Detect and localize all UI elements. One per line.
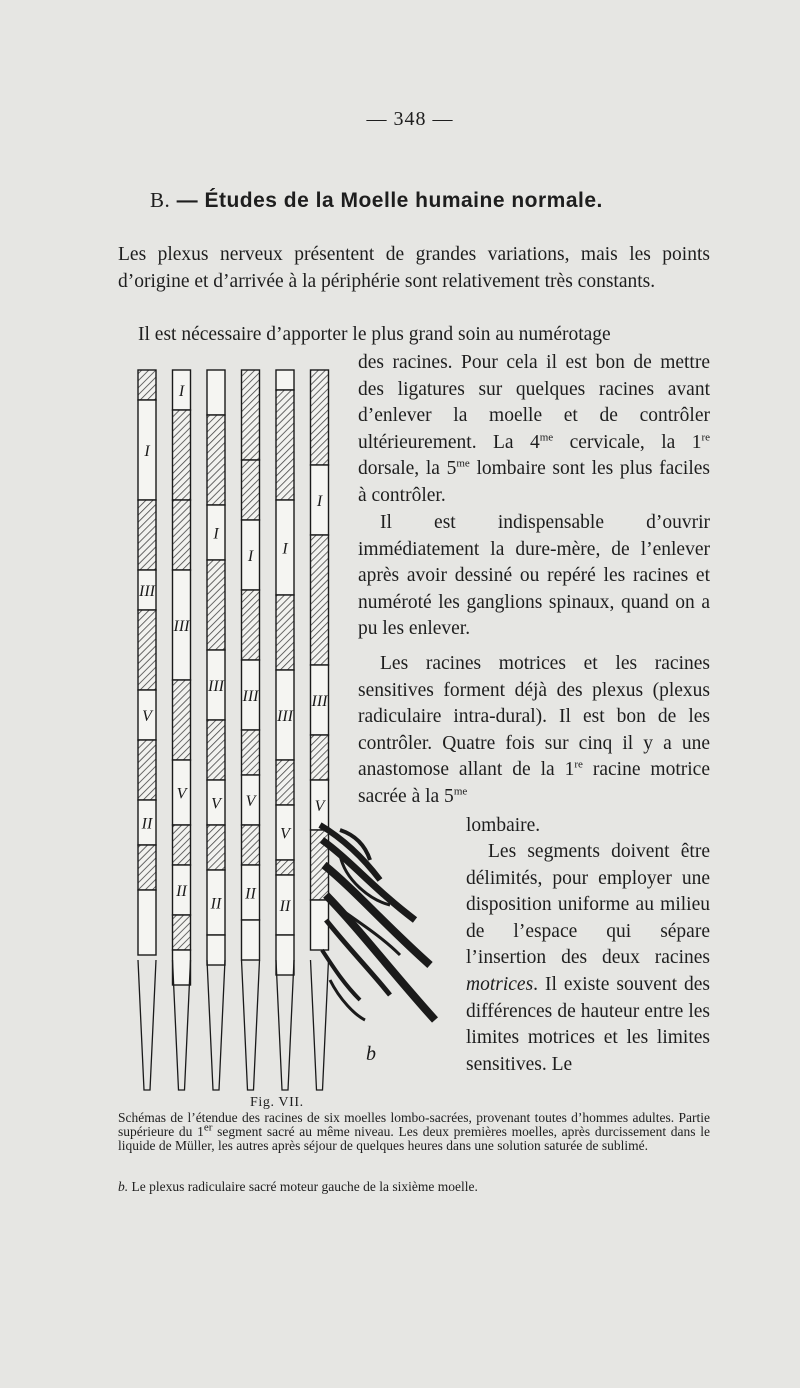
hatched-segment: [173, 825, 191, 865]
segment-roman-label: V: [314, 798, 325, 815]
paragraph-2-continued: des racines. Pour cela il est bon de mettre des ligatures sur quelques racines avant d’enlever la moelle et de contrôler ultérieurement. La $4^{me}$ cervicale, la 1re dorsale, la $5^{me}$ lombaire sont les plus faciles à contrôler.: [358, 352, 710, 506]
segment: [311, 900, 329, 950]
segment: [276, 935, 294, 975]
segment-roman-label: II: [279, 898, 291, 915]
figure-caption-note: b. Le plexus radiculaire sacré moteur gauche de la sixième moelle.: [118, 1179, 478, 1194]
paragraph-5: Les segments doivent être délimités, pour employer une disposition uniforme au milieu de l’espace qui sépare l’insertion des deux racines motrices. Il existe souvent des différences de hauteur entre les limites motrices et les limites sensitives. Le: [466, 841, 710, 1075]
paragraph-3: Il est indispensable d’ouvrir immédiatement la dure-mère, de l’enlever après avoir dessiné ou repéré les racines et numéroté les ganglions spinaux, quand on a pu les enlever.: [358, 512, 710, 640]
segment-roman-label: V: [176, 785, 187, 803]
cord-schema-column: [242, 370, 260, 1090]
hatched-segment: [276, 595, 294, 670]
segment-roman-label: III: [208, 678, 224, 695]
segment-roman-label: II: [176, 883, 187, 900]
hatched-segment: [138, 845, 156, 890]
section-dash: —: [176, 189, 199, 212]
segment-roman-label: V: [142, 708, 152, 725]
figure-label-b: b: [366, 1043, 376, 1065]
hatched-segment: [311, 370, 329, 465]
hatched-segment: [173, 500, 191, 570]
hatched-segment: [242, 460, 260, 520]
segment: [173, 950, 191, 985]
paragraph-4: Les racines motrices et les racines sensitives forment déjà des plexus (plexus radiculaire intra-dural). Il est bon de les contrôler. Quatre fois sur cinq il y a une anastomose allant de la 1re racine motrice sacrée à la $5^{me}$: [358, 653, 710, 807]
hatched-segment: [138, 740, 156, 800]
cord-schema-column: [276, 370, 294, 1090]
hatched-segment: [276, 860, 294, 875]
segment: [138, 890, 156, 955]
segment-roman-label: I: [316, 493, 323, 510]
hatched-segment: [207, 415, 225, 505]
segment-roman-label: III: [277, 708, 293, 725]
segment-roman-label: V: [211, 795, 221, 813]
hatched-segment: [207, 720, 225, 780]
figure-number: Fig. VII.: [250, 1095, 304, 1110]
segment-roman-label: V: [245, 793, 256, 810]
segment: [207, 935, 225, 965]
hatched-segment: [242, 590, 260, 660]
segment-roman-label: II: [210, 895, 222, 913]
segment-roman-label: III: [139, 583, 155, 600]
paragraph-4-end: lombaire.: [466, 815, 541, 836]
paragraph-1: Les plexus nerveux présentent de grandes variations, mais les points d’origine et d’arrivée à la périphérie sont relativement très constants.: [118, 244, 710, 292]
segment-roman-label: I: [144, 443, 150, 460]
hatched-segment: [276, 390, 294, 500]
hatched-segment: [242, 370, 260, 460]
sacral-motor-plexus: [320, 825, 435, 1020]
filum-terminale: [311, 960, 329, 1090]
segment-roman-label: III: [173, 618, 190, 635]
filum-terminale: [138, 960, 156, 1090]
hatched-segment: [242, 825, 260, 865]
segment-roman-label: II: [141, 815, 153, 833]
filum-terminale: [207, 960, 225, 1090]
hatched-segment: [173, 915, 191, 950]
hatched-segment: [311, 535, 329, 665]
cord-schema-column: [311, 370, 329, 1090]
segment-roman-label: I: [178, 383, 185, 400]
hatched-segment: [242, 730, 260, 775]
figure-caption: Schémas de l’étendue des racines de six moelles lombo-sacrées, provenant toutes d’hommes adultes. Partie supérieure du 1er segment sacré au même niveau. Les deux premières moelles, après durcissement dans le liquide de Müller, les autres après séjour de quelques heures dans une solution saturée de sublimé.: [118, 1110, 710, 1153]
segment-roman-label: III: [311, 693, 328, 710]
segment: [242, 920, 260, 960]
segment-roman-label: I: [282, 540, 288, 558]
segment: [207, 370, 225, 415]
paragraph-2-first-line: Il est nécessaire d’apporter le plus grand soin au numérotage: [138, 324, 611, 345]
cord-schema-column: [207, 370, 225, 1090]
section-heading: [150, 188, 710, 213]
hatched-segment: [276, 760, 294, 805]
hatched-segment: [173, 410, 191, 500]
page-number: — 348 —: [366, 108, 454, 130]
segment-roman-label: V: [280, 825, 290, 843]
segment-roman-label: I: [213, 525, 219, 543]
hatched-segment: [207, 560, 225, 650]
segment-roman-label: III: [242, 688, 259, 705]
hatched-segment: [138, 500, 156, 570]
hatched-segment: [207, 825, 225, 870]
section-letter: B.: [150, 188, 171, 212]
section-title: Études de la Moelle humaine normale.: [204, 189, 603, 212]
segment-roman-label: II: [245, 885, 256, 903]
hatched-segment: [173, 680, 191, 760]
cord-schema-column: [173, 370, 191, 1090]
segment-roman-label: I: [247, 548, 254, 565]
cord-schema-column: [138, 370, 156, 1090]
hatched-segment: [311, 735, 329, 780]
segment: [276, 370, 294, 390]
filum-terminale: [242, 960, 260, 1090]
hatched-segment: [138, 370, 156, 400]
figure-vii-diagram: [130, 360, 450, 1100]
hatched-segment: [138, 610, 156, 690]
filum-terminale: [276, 960, 294, 1090]
